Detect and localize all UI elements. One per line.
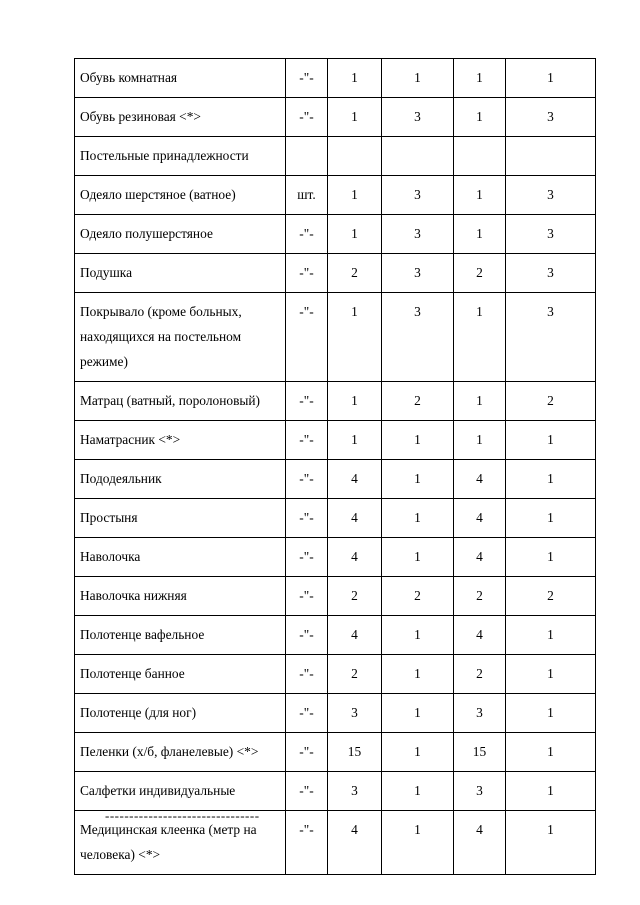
value-cell-3: 1: [454, 421, 506, 460]
value-cell-1: 4: [328, 538, 382, 577]
value-cell-3: 1: [454, 215, 506, 254]
value-cell-3: 2: [454, 577, 506, 616]
value-cell-3: 1: [454, 98, 506, 137]
value-cell-4: 1: [506, 694, 596, 733]
value-cell-4: 1: [506, 811, 596, 875]
value-cell-1: 4: [328, 811, 382, 875]
value-cell-1: 4: [328, 616, 382, 655]
item-name-cell: Простыня: [75, 499, 286, 538]
table-row: [75, 421, 596, 460]
unit-cell: -"-: [286, 254, 328, 293]
value-cell-3: 4: [454, 499, 506, 538]
value-cell-1: 1: [328, 176, 382, 215]
value-cell-3: 2: [454, 655, 506, 694]
table-row: [75, 499, 596, 538]
unit-cell: -"-: [286, 98, 328, 137]
item-name-cell: Матрац (ватный, поролоновый): [75, 382, 286, 421]
unit-cell: -"-: [286, 577, 328, 616]
item-name-cell: Покрывало (кроме больных, находящихся на постельном режиме): [75, 293, 286, 382]
value-cell-1: 3: [328, 694, 382, 733]
value-cell-4: 1: [506, 655, 596, 694]
item-name-cell: Пододеяльник: [75, 460, 286, 499]
item-name-cell: Одеяло шерстяное (ватное): [75, 176, 286, 215]
value-cell-1: 2: [328, 655, 382, 694]
table-row: [75, 293, 596, 382]
unit-cell: [286, 137, 328, 176]
value-cell-3: 1: [454, 59, 506, 98]
value-cell-4: 3: [506, 293, 596, 382]
value-cell-1: 2: [328, 577, 382, 616]
value-cell-1: 4: [328, 499, 382, 538]
unit-cell: -"-: [286, 772, 328, 811]
item-name-cell: Одеяло полушерстяное: [75, 215, 286, 254]
value-cell-1: 1: [328, 293, 382, 382]
item-name-cell: Обувь комнатная: [75, 59, 286, 98]
value-cell-4: 2: [506, 577, 596, 616]
value-cell-2: 1: [382, 499, 454, 538]
item-name-cell: Салфетки индивидуальные: [75, 772, 286, 811]
table-row: [75, 694, 596, 733]
value-cell-1: 4: [328, 460, 382, 499]
item-name-cell: Наволочка нижняя: [75, 577, 286, 616]
unit-cell: -"-: [286, 421, 328, 460]
value-cell-1: 1: [328, 215, 382, 254]
item-name-cell: Подушка: [75, 254, 286, 293]
item-name-cell: Наматрасник <*>: [75, 421, 286, 460]
value-cell-4: 3: [506, 176, 596, 215]
unit-cell: -"-: [286, 733, 328, 772]
unit-cell: -"-: [286, 460, 328, 499]
item-name-cell: Полотенце банное: [75, 655, 286, 694]
unit-cell: -"-: [286, 59, 328, 98]
table-row: [75, 733, 596, 772]
value-cell-3: 1: [454, 293, 506, 382]
value-cell-2: 1: [382, 655, 454, 694]
value-cell-4: 2: [506, 382, 596, 421]
table-row: [75, 215, 596, 254]
value-cell-1: 1: [328, 59, 382, 98]
value-cell-2: 2: [382, 382, 454, 421]
value-cell-4: 3: [506, 215, 596, 254]
value-cell-1: [328, 137, 382, 176]
value-cell-3: 2: [454, 254, 506, 293]
value-cell-4: 1: [506, 460, 596, 499]
value-cell-3: 4: [454, 811, 506, 875]
value-cell-2: 3: [382, 215, 454, 254]
value-cell-3: 1: [454, 382, 506, 421]
item-name-cell: Наволочка: [75, 538, 286, 577]
value-cell-2: 1: [382, 59, 454, 98]
value-cell-2: 1: [382, 616, 454, 655]
value-cell-1: 2: [328, 254, 382, 293]
unit-cell: -"-: [286, 616, 328, 655]
item-name-cell: Пеленки (х/б, фланелевые) <*>: [75, 733, 286, 772]
value-cell-4: 1: [506, 772, 596, 811]
table-body: [75, 59, 596, 875]
value-cell-3: 4: [454, 538, 506, 577]
value-cell-3: 3: [454, 694, 506, 733]
table-row: [75, 772, 596, 811]
value-cell-1: 1: [328, 421, 382, 460]
table-row: [75, 137, 596, 176]
value-cell-2: 3: [382, 293, 454, 382]
value-cell-4: 3: [506, 98, 596, 137]
value-cell-2: 1: [382, 538, 454, 577]
value-cell-4: 1: [506, 733, 596, 772]
table-row: [75, 538, 596, 577]
unit-cell: шт.: [286, 176, 328, 215]
unit-cell: -"-: [286, 499, 328, 538]
value-cell-4: 1: [506, 538, 596, 577]
unit-cell: -"-: [286, 382, 328, 421]
table-row: [75, 254, 596, 293]
value-cell-1: 15: [328, 733, 382, 772]
value-cell-4: 1: [506, 499, 596, 538]
table-row: [75, 59, 596, 98]
value-cell-4: 1: [506, 616, 596, 655]
value-cell-4: 1: [506, 421, 596, 460]
value-cell-2: 1: [382, 733, 454, 772]
unit-cell: -"-: [286, 811, 328, 875]
value-cell-1: 1: [328, 382, 382, 421]
value-cell-3: 1: [454, 176, 506, 215]
value-cell-3: 4: [454, 616, 506, 655]
item-name-cell: Обувь резиновая <*>: [75, 98, 286, 137]
value-cell-3: [454, 137, 506, 176]
table-row: [75, 616, 596, 655]
value-cell-2: 1: [382, 811, 454, 875]
value-cell-2: 3: [382, 254, 454, 293]
table-row: [75, 577, 596, 616]
table-row: [75, 655, 596, 694]
table-row: [75, 176, 596, 215]
item-name-cell: Полотенце вафельное: [75, 616, 286, 655]
value-cell-3: 15: [454, 733, 506, 772]
unit-cell: -"-: [286, 694, 328, 733]
item-name-cell: Полотенце (для ног): [75, 694, 286, 733]
unit-cell: -"-: [286, 538, 328, 577]
item-name-cell: Постельные принадлежности: [75, 137, 286, 176]
footnote-separator: --------------------------------: [105, 808, 260, 823]
value-cell-4: 3: [506, 254, 596, 293]
value-cell-2: 1: [382, 694, 454, 733]
value-cell-2: 1: [382, 772, 454, 811]
value-cell-1: 3: [328, 772, 382, 811]
value-cell-2: 2: [382, 577, 454, 616]
value-cell-4: [506, 137, 596, 176]
unit-cell: -"-: [286, 215, 328, 254]
value-cell-2: 3: [382, 176, 454, 215]
value-cell-4: 1: [506, 59, 596, 98]
table-row: [75, 98, 596, 137]
item-name-cell: Медицинская клеенка (метр на человека) <*>: [75, 811, 286, 875]
unit-cell: -"-: [286, 655, 328, 694]
value-cell-2: 3: [382, 98, 454, 137]
value-cell-2: [382, 137, 454, 176]
table-row: [75, 382, 596, 421]
unit-cell: -"-: [286, 293, 328, 382]
value-cell-2: 1: [382, 460, 454, 499]
table-row: [75, 460, 596, 499]
value-cell-3: 4: [454, 460, 506, 499]
value-cell-1: 1: [328, 98, 382, 137]
value-cell-3: 3: [454, 772, 506, 811]
norms-table: [74, 58, 596, 875]
value-cell-2: 1: [382, 421, 454, 460]
